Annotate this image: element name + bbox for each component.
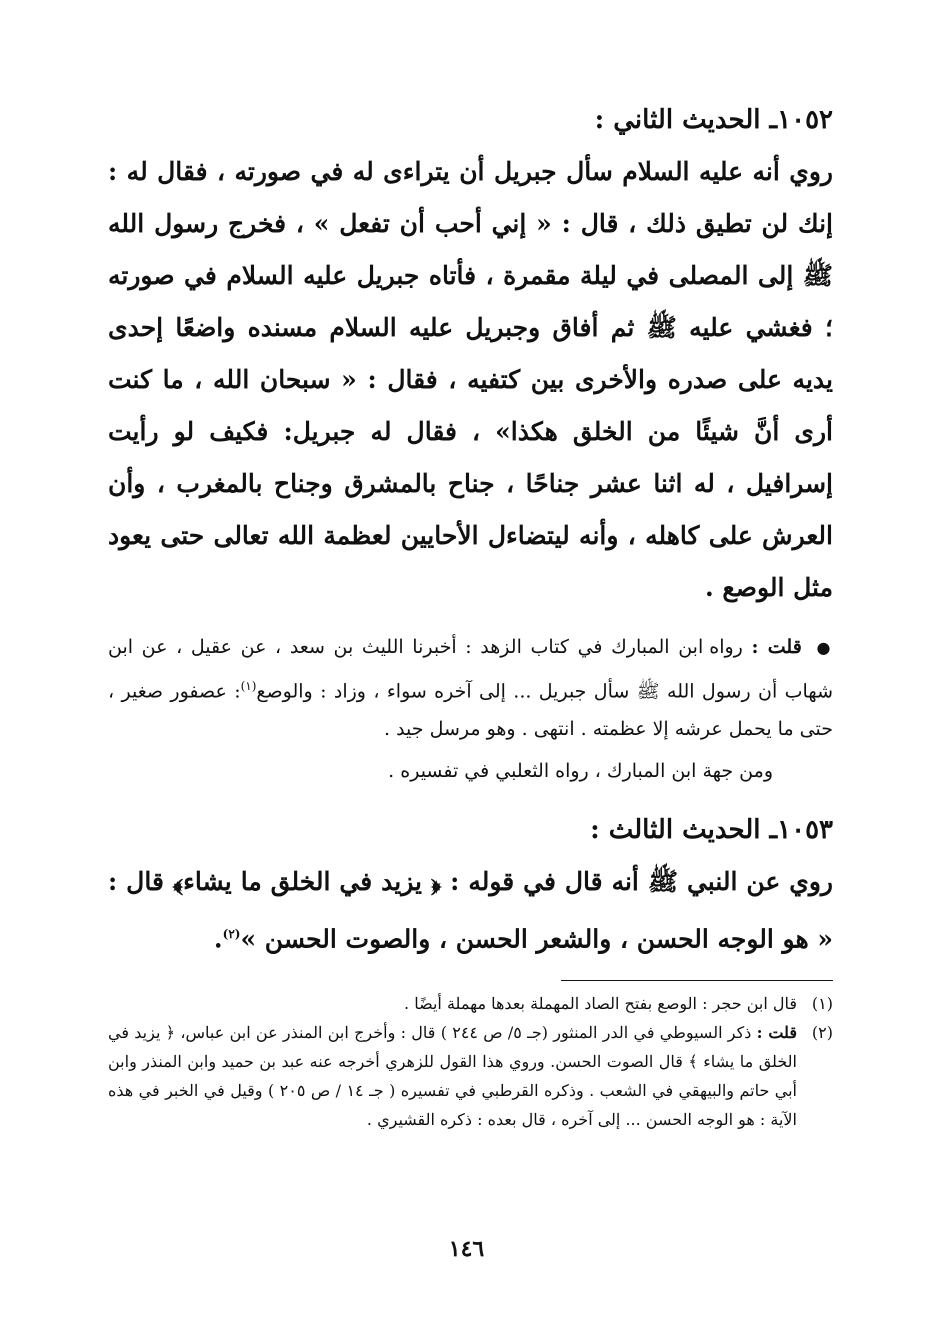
hadith-1053-body: روي عن النبي ﷺ أنه قال في قوله : ﴿ يزيد في الخلق ما يشاء﴾ قال : « هو الوجه الحسن ، والشعر الحسن ، والصوت الحسن » <box>108 867 833 954</box>
footnote-lead: قلت : <box>756 1022 797 1042</box>
hadith-1052-text: روي أنه عليه السلام سأل جبريل أن يتراءى له في صورته ، فقال له : إنك لن تطيق ذلك ، قال : « إني أحب أن تفعل » ، فخرج رسول الله ﷺ إلى المصلى في ليلة مقمرة ، فأتاه جبريل عليه السلام في صورته ؛ فغشي عليه ﷺ ثم أفاق وجبريل عليه السلام مسنده واضعًا إحدى يديه على صدره والأخرى بين كتفيه ، فقال : « سبحان الله ، ما كنت أرى أنَّ شيئًا من الخلق هكذا» ، فقال له جبريل: فكيف لو رأيت إسرافيل ، له اثنا عشر جناحًا ، جناح بالمشرق وجناح بالمغرب ، وأن العرش على كاهله ، وأنه ليتضاءل الأحايين لعظمة الله تعالى حتى يعود مثل الوصع . <box>108 157 833 602</box>
footnote-1 <box>108 989 833 1018</box>
hadith-1052-note <box>108 628 833 748</box>
hadith-1052-heading: ١٠٥٢ـ الحديث الثاني : <box>594 105 833 135</box>
hadith-1053-heading: ١٠٥٣ـ الحديث الثالث : <box>590 815 833 846</box>
footnote-divider <box>561 980 833 981</box>
footnote-text: قال ابن حجر : الوصع بفتح الصاد المهملة بعدها مهملة أيضًا . <box>404 993 797 1013</box>
footnote-ref-2: (٢) <box>222 927 241 942</box>
footnote-body <box>108 1018 797 1134</box>
hadith-1053-end: . <box>213 924 223 954</box>
footnote-text: ذكر السيوطي في الدر المنثور (جـ ٥/ ص ٢٤٤ ) قال : وأخرج ابن المنذر عن ابن عباس، ﴿ يزيد في الخلق ما يشاء ﴾ قال الصوت الحسن. وروي هذا القول للزهري أخرجه عنه عبد بن حميد وابن المنذر وابن أبي حاتم والبيهقي في الشعب . وذكره القرطبي في تفسيره ( جـ ١٤ / ص ٢٠٥ ) وقيل في الخبر في هذه الآية : هو الوجه الحسن ... إلى آخره ، قال بعده : ذكره القشيري . <box>108 1022 797 1129</box>
footnote-number: (٢) <box>811 1022 833 1042</box>
hadith-1053-text <box>108 856 833 965</box>
bullet-icon: ● <box>816 638 834 657</box>
hadith-1052-note-2: ومن جهة ابن المبارك ، رواه الثعلبي في تفسيره . <box>388 760 773 783</box>
page-number: ١٤٦ <box>448 1236 485 1262</box>
footnote-divider-wrap <box>108 966 833 989</box>
footnote-number: (١) <box>811 993 833 1013</box>
footnote-2 <box>108 1018 833 1134</box>
footnote-ref-1: (١) <box>240 679 257 693</box>
note-lead: قلت : <box>751 636 802 658</box>
note-text-a: رواه ابن المبارك في كتاب الزهد : أخبرنا الليث بن سعد ، عن عقيل ، عن ابن شهاب أن رسول الله ﷺ سأل جبريل ... إلى آخره سواء ، وزاد : والوصع <box>108 636 833 703</box>
page-content <box>108 100 833 1134</box>
note-text-b: : عصفور صغير ، حتى ما يحمل عرشه إلا عظمته . انتهى . وهو مرسل جيد . <box>108 680 833 741</box>
